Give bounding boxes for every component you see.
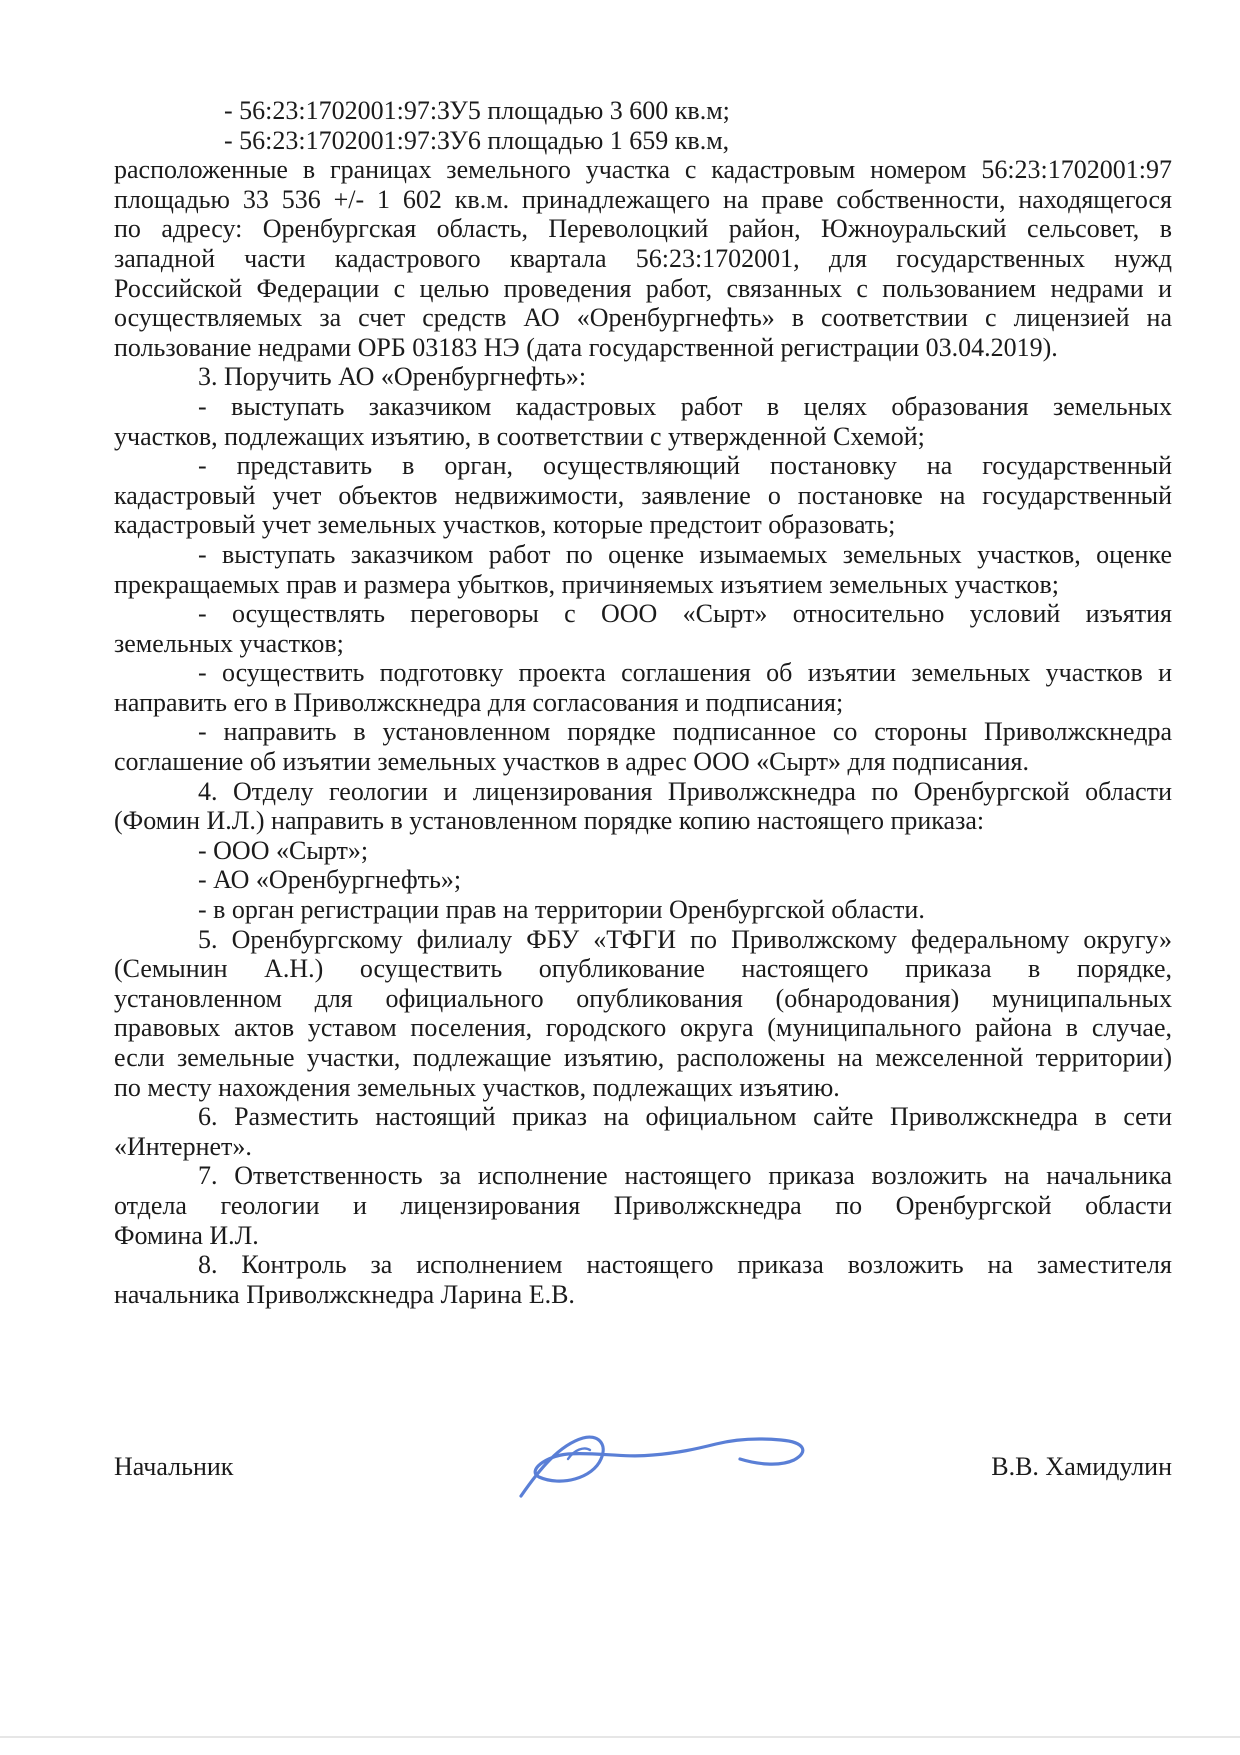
text-line: прекращаемых прав и размера убытков, причиняемых изъятием земельных участков; bbox=[114, 569, 1059, 599]
text-line: правовых актов уставом поселения, городского округа (муниципального района в случае, bbox=[114, 1013, 1172, 1043]
text-line: расположенные в границах земельного участка с кадастровым номером 56:23:1702001:97 bbox=[114, 155, 1172, 185]
text-line: направить его в Приволжскнедра для согласования и подписания; bbox=[114, 687, 844, 717]
text-line: - представить в орган, осуществляющий постановку на государственный bbox=[198, 451, 1172, 481]
text-line: - выступать заказчиком кадастровых работ в целях образования земельных bbox=[198, 391, 1172, 421]
text-line: (Семынин А.Н.) осуществить опубликование настоящего приказа в порядке, bbox=[114, 954, 1172, 984]
text-line: кадастровый учет земельных участков, которые предстоит образовать; bbox=[114, 510, 896, 540]
signer-name: В.В. Хамидулин bbox=[991, 1452, 1172, 1481]
text-line: Российской Федерации с целью проведения работ, связанных с пользованием недрами и bbox=[114, 273, 1172, 303]
text-line: - АО «Оренбургнефть»; bbox=[198, 865, 462, 895]
document-body bbox=[114, 96, 1172, 1309]
bottom-edge-rule bbox=[0, 1736, 1240, 1738]
text-line: - ООО «Сырт»; bbox=[198, 835, 369, 865]
text-line: кадастровый учет объектов недвижимости, заявление о постановке на государственный bbox=[114, 480, 1172, 510]
text-line: - 56:23:1702001:97:ЗУ5 площадью 3 600 кв.м; bbox=[224, 96, 730, 125]
text-line: западной части кадастрового квартала 56:23:1702001, для государственных нужд bbox=[114, 243, 1172, 273]
text-line: осуществляемых за счет средств АО «Оренбургнефть» в соответствии с лицензией на bbox=[114, 303, 1172, 333]
text-line: 6. Разместить настоящий приказ на официальном сайте Приволжскнедра в сети bbox=[198, 1102, 1172, 1132]
text-line: (Фомин И.Л.) направить в установленном порядке копию настоящего приказа: bbox=[114, 806, 985, 836]
text-line: - осуществить подготовку проекта соглашения об изъятии земельных участков и bbox=[198, 658, 1172, 688]
text-line: - 56:23:1702001:97:ЗУ6 площадью 1 659 кв.м, bbox=[224, 125, 730, 155]
text-line: если земельные участки, подлежащие изъятию, расположены на межселенной территории) bbox=[114, 1043, 1172, 1072]
signer-title: Начальник bbox=[114, 1452, 234, 1481]
text-line: - осуществлять переговоры с ООО «Сырт» относительно условий изъятия bbox=[198, 599, 1172, 629]
text-line: «Интернет». bbox=[114, 1131, 252, 1161]
text-line: 7. Ответственность за исполнение настоящего приказа возложить на начальника bbox=[198, 1161, 1172, 1191]
text-line: начальника Приволжскнедра Ларина Е.В. bbox=[114, 1279, 575, 1309]
text-line: 5. Оренбургскому филиалу ФБУ «ТФГИ по Приволжскому федеральному округу» bbox=[198, 924, 1172, 954]
text-line: соглашение об изъятии земельных участков в адрес ООО «Сырт» для подписания. bbox=[114, 747, 1030, 777]
text-line: по адресу: Оренбургская область, Переволоцкий район, Южноуральский сельсовет, в bbox=[114, 214, 1172, 244]
text-line: 3. Поручить АО «Оренбургнефть»: bbox=[198, 362, 587, 392]
text-line: установленном для официального опубликования (обнародования) муниципальных bbox=[114, 983, 1172, 1013]
text-line: пользование недрами ОРБ 03183 НЭ (дата государственной регистрации 03.04.2019). bbox=[114, 332, 1058, 362]
text-line: 4. Отделу геологии и лицензирования Приволжскнедра по Оренбургской области bbox=[198, 776, 1172, 806]
text-line: участков, подлежащих изъятию, в соответствии с утвержденной Схемой; bbox=[114, 421, 925, 451]
text-line: отдела геологии и лицензирования Приволжскнедра по Оренбургской области bbox=[114, 1190, 1172, 1220]
text-line: - в орган регистрации прав на территории Оренбургской области. bbox=[198, 895, 925, 925]
text-line: - направить в установленном порядке подписанное со стороны Приволжскнедра bbox=[198, 717, 1172, 747]
text-line: 8. Контроль за исполнением настоящего приказа возложить на заместителя bbox=[198, 1250, 1172, 1280]
text-line: по месту нахождения земельных участков, подлежащих изъятию. bbox=[114, 1072, 840, 1102]
signature-block bbox=[114, 1452, 1172, 1492]
text-line: площадью 33 536 +/- 1 602 кв.м. принадлежащего на праве собственности, находящегося bbox=[114, 184, 1172, 214]
text-line: - выступать заказчиком работ по оценке изымаемых земельных участков, оценке bbox=[198, 539, 1172, 569]
text-line: Фомина И.Л. bbox=[114, 1220, 259, 1250]
text-line: земельных участков; bbox=[114, 628, 344, 658]
